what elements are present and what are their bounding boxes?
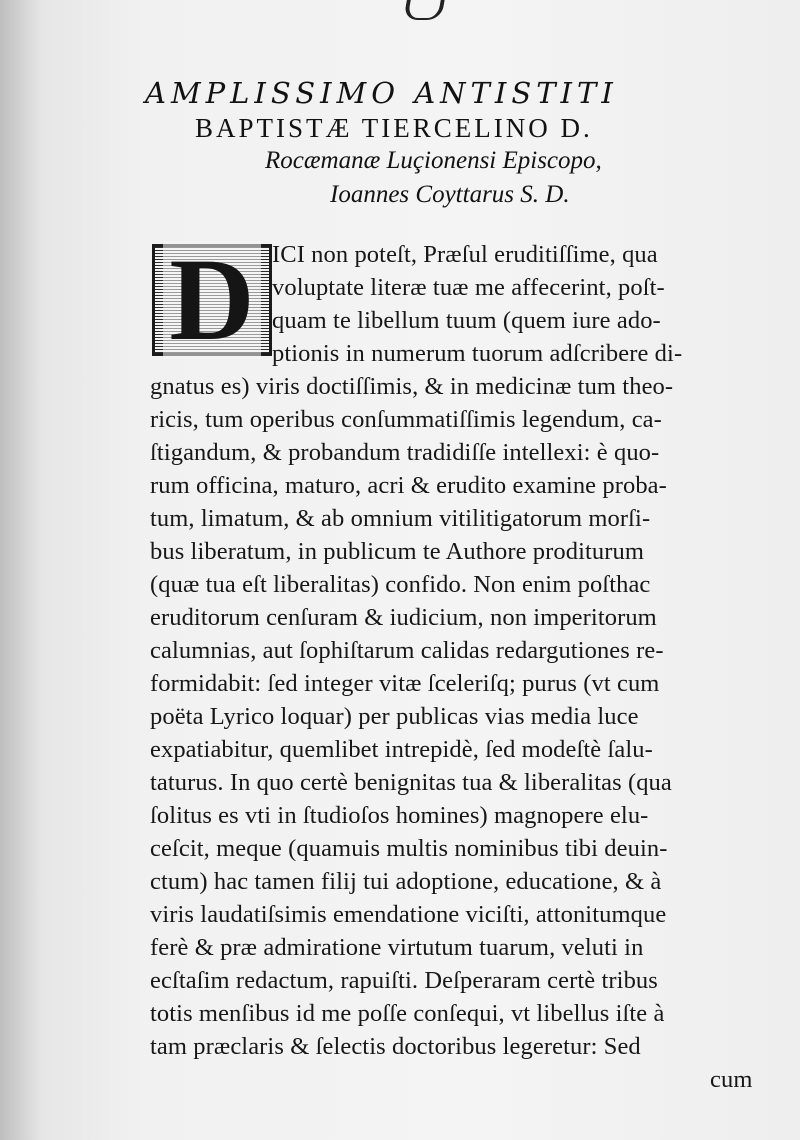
text-line: rum officina, maturo, acri & erudito examine proba- [150,472,667,499]
text-line: ſolitus es vti in ſtudioſos homines) magnopere elu- [150,802,649,829]
text-line: ceſcit, meque (quamuis multis nominibus tibi deuin- [150,835,668,862]
text-line: gnatus es) viris doctiſſimis, & in medicinæ tum theo- [150,373,674,400]
text-line: bus liberatum, in publicum te Authore proditurum [150,538,645,565]
text-line: voluptate literæ tuæ me affecerint, poſt- [272,274,665,301]
text-line: viris laudatiſsimis emendatione viciſti, attonitumque [150,901,667,928]
text-line: calumnias, aut ſophiſtarum calidas redargutiones re- [150,637,664,664]
text-line: (quæ tua eſt liberalitas) confido. Non enim poſthac [150,571,651,598]
text-line: ctum) hac tamen filij tui adoptione, educatione, & à [150,868,662,895]
text-line: ecſtaſim redactum, rapuiſti. Deſperaram certè tribus [150,967,658,994]
text-line: tam præclaris & ſelectis doctoribus legeretur: Sed [150,1033,641,1060]
drop-cap-letter: D [163,241,260,359]
text-line: eruditorum cenſuram & iudicium, non imperitorum [150,604,657,631]
text-line: expatiabitur, quemlibet intrepidè, ſed modeſtè ſalu- [150,736,653,763]
heading-line-3: Rocæmanæ Luçionensi Episcopo, [265,147,602,174]
text-line: formidabit: ſed integer vitæ ſceleriſq; purus (vt cum [150,670,660,697]
heading-line-1: AMPLISSIMO ANTISTITI [145,76,618,110]
text-line: poëta Lyrico loquar) per publicas vias media luce [150,703,639,730]
text-line: totis menſibus id me poſſe conſequi, vt libellus iſte à [150,1000,665,1027]
text-line: ſtigandum, & probandum tradidiſſe intellexi: è quo- [150,439,660,466]
text-line: ferè & præ admiratione virtutum tuarum, veluti in [150,934,644,961]
catchword: cum [710,1066,753,1093]
text-line: tum, limatum, & ab omnium vitilitigatorum morſi- [150,505,651,532]
heading-line-4: Ioannes Coyttarus S. D. [330,181,570,208]
page-fold-shadow [0,0,40,1140]
top-ornament [403,0,445,20]
text-line: quam te libellum tuum (quem iure ado- [272,307,661,334]
text-line: ICI non poteſt, Præſul eruditiſſime, qua [272,241,658,268]
text-line: taturus. In quo certè benignitas tua & liberalitas (qua [150,769,672,796]
text-line: ptionis in numerum tuorum adſcribere di- [272,340,683,367]
decorated-initial [152,234,272,365]
heading-line-2: BAPTISTÆ TIERCELINO D. [195,113,593,143]
text-line: ricis, tum operibus conſummatiſſimis legendum, ca- [150,406,662,433]
